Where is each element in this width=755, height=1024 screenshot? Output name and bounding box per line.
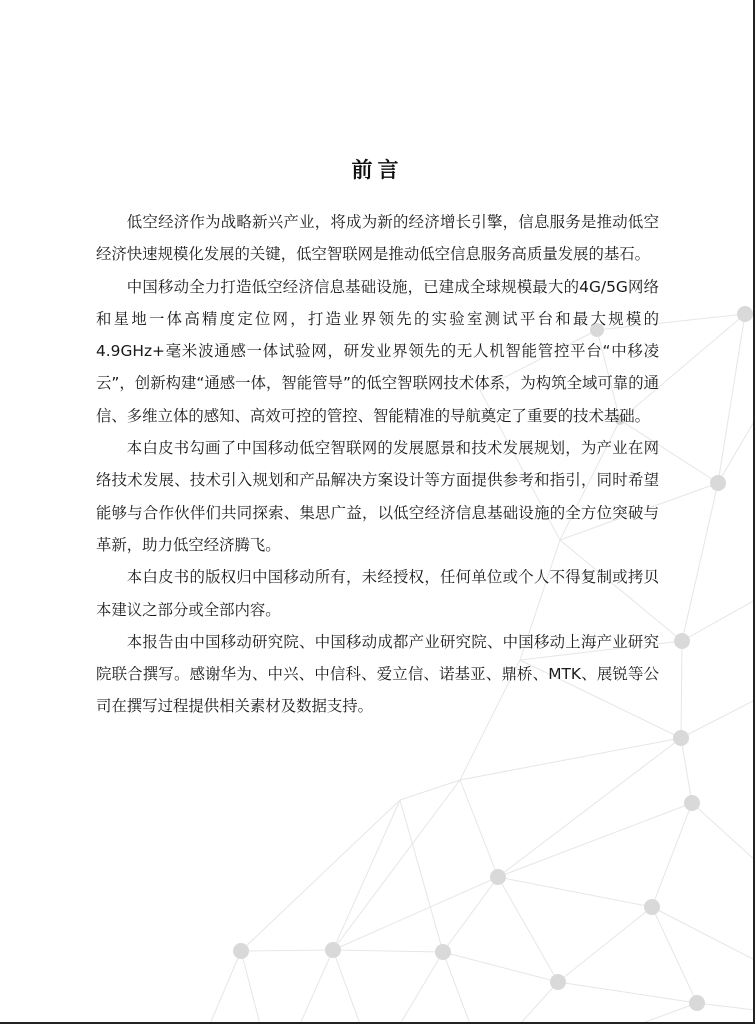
paragraph-2: 中国移动全力打造低空经济信息基础设施，已建成全球规模最大的4G/5G网络和星地一体高精度定位网，打造业界领先的实验室测试平台和最大规模的4.9GHz+毫米波通感一体试验网，研发业界领先的无人机智能管控平台“中移凌云”，创新构建“通感一体，智能管导”的低空智联网技术体系，为构筑全域可靠的通信、多维立体的感知、高效可控的管控、智能精准的导航奠定了重要的技术基础。 [96,277,659,425]
preface-body [96,206,659,723]
page-title: 前言 [351,158,404,182]
paragraph-5: 本报告由中国移动研究院、中国移动成都产业研究院、中国移动上海产业研究院联合撰写。感谢华为、中兴、中信科、爱立信、诺基亚、鼎桥、MTK、展锐等公司在撰写过程提供相关素材及数据支持。 [96,632,659,716]
paragraph-3: 本白皮书勾画了中国移动低空智联网的发展愿景和技术发展规划，为产业在网络技术发展、技术引入规划和产品解决方案设计等方面提供参考和指引，同时希望能够与合作伙伴们共同探索、集思广益，以低空经济信息基础设施的全方位突破与革新，助力低空经济腾飞。 [96,439,659,554]
paragraph-1: 低空经济作为战略新兴产业，将成为新的经济增长引擎，信息服务是推动低空经济快速规模化发展的关键，低空智联网是推动低空信息服务高质量发展的基石。 [96,213,659,264]
paragraph-4: 本白皮书的版权归中国移动所有，未经授权，任何单位或个人不得复制或拷贝本建议之部分或全部内容。 [96,568,659,619]
